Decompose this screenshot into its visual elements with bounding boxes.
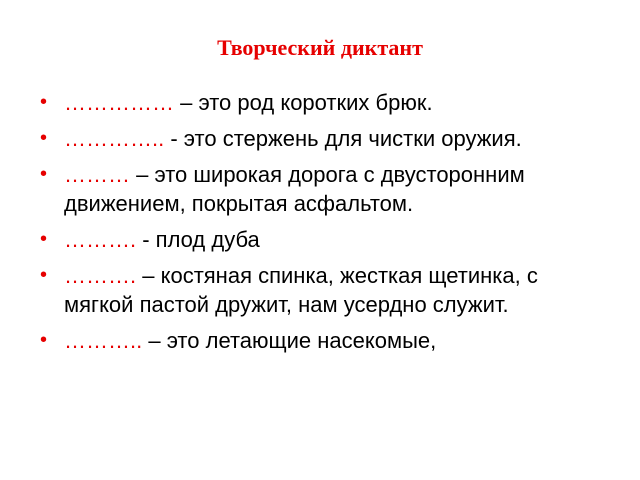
bullet-icon: •	[40, 264, 48, 286]
item-text: – это род коротких брюк.	[174, 90, 433, 115]
bullet-icon: •	[40, 127, 48, 149]
list-item	[0, 88, 560, 117]
item-text: - плод дуба	[136, 227, 260, 252]
bullet-icon: •	[40, 163, 48, 185]
blank-dots: ………	[64, 162, 130, 187]
bullet-list	[0, 88, 560, 362]
list-item	[0, 225, 560, 254]
item-text: – это летающие насекомые,	[142, 328, 437, 353]
blank-dots: ……….	[64, 227, 137, 252]
item-text: – костяная спинка, жесткая щетинка, с мягкой пастой дружит, нам усердно служит.	[64, 263, 538, 317]
list-item	[0, 261, 560, 319]
bullet-icon: •	[40, 228, 48, 250]
bullet-icon: •	[40, 329, 48, 351]
blank-dots: …………..	[64, 126, 165, 151]
item-text: – это широкая дорога с двусторонним движением, покрытая асфальтом.	[64, 162, 525, 216]
item-text: - это стержень для чистки оружия.	[164, 126, 522, 151]
list-item	[0, 124, 560, 153]
slide-title: Творческий диктант	[217, 35, 423, 60]
list-item	[0, 326, 560, 355]
blank-dots: ……………	[64, 90, 174, 115]
blank-dots: ………..	[64, 328, 143, 353]
bullet-icon: •	[40, 91, 48, 113]
list-item	[0, 160, 560, 218]
blank-dots: ……….	[64, 263, 137, 288]
